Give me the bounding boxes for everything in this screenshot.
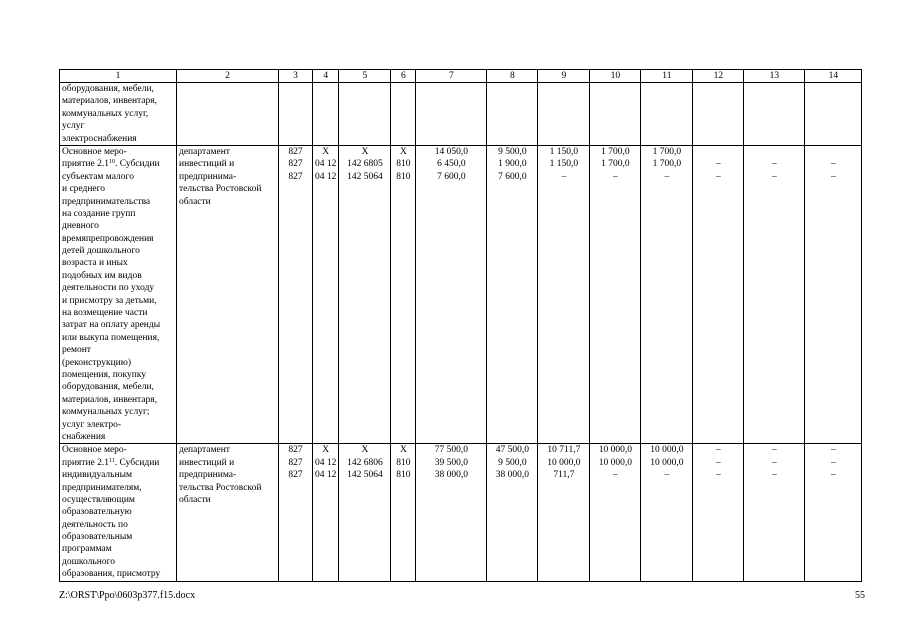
- value: –: [561, 171, 567, 182]
- header-cell: 7: [416, 70, 487, 83]
- header-cell: 3: [279, 70, 313, 83]
- text-line: образовательную: [62, 507, 132, 518]
- value: 810: [396, 171, 411, 182]
- year-cell: [538, 145, 590, 443]
- header-cell: 9: [538, 70, 590, 83]
- value: 7 600,0: [498, 171, 527, 182]
- value: 38 000,0: [495, 470, 529, 481]
- text-line: Основное меро-: [62, 146, 127, 157]
- text-line: инвестиций и: [179, 159, 235, 170]
- value: –: [772, 171, 777, 182]
- empty-cell: [279, 83, 313, 146]
- value: Х: [361, 445, 369, 456]
- value: Х: [361, 146, 369, 157]
- value: 827: [288, 445, 303, 456]
- header-cell: 2: [177, 70, 279, 83]
- empty-cell: [487, 83, 538, 146]
- value: 77 500,0: [434, 445, 468, 456]
- empty-cell: [744, 83, 805, 146]
- footnote-ref: 10: [109, 159, 115, 166]
- text-line: на создание групп: [62, 208, 136, 219]
- header-cell: 14: [805, 70, 862, 83]
- text-line: оборудования, мебели,: [62, 84, 154, 94]
- page-number: 55: [855, 590, 865, 601]
- total-cell: [416, 145, 487, 443]
- value: 1 150,0: [549, 159, 579, 170]
- empty-cell: [693, 83, 744, 146]
- header-cell: 12: [693, 70, 744, 83]
- text-line: тельства Ростовской: [179, 482, 262, 493]
- text-line: (реконструкцию): [62, 357, 132, 368]
- header-cell: 1: [60, 70, 177, 83]
- value: 827: [288, 171, 303, 182]
- text-line: [62, 457, 174, 469]
- value: 827: [288, 470, 303, 481]
- text-line: на возмещение части: [62, 308, 148, 319]
- text-line: предпринимателям,: [62, 482, 142, 493]
- text-line: тельства Ростовской: [179, 184, 262, 195]
- text-line: образования, присмотру: [62, 569, 161, 580]
- value: 04 12: [315, 470, 337, 481]
- value: 10 711,7: [547, 445, 581, 456]
- year-cell: [538, 444, 590, 581]
- value: –: [716, 457, 721, 468]
- grbs-cell: [279, 444, 313, 581]
- empty-cell: [805, 83, 862, 146]
- measure-name-cell: [60, 145, 177, 443]
- text-line: помещения, покупку: [62, 369, 147, 380]
- text-line: предпринимательства: [62, 196, 151, 207]
- text-line: электроснабжения: [62, 133, 137, 144]
- value: 10 000,0: [547, 457, 581, 468]
- text-line: оборудования, мебели,: [62, 382, 154, 393]
- text-fragment: приятие 2.1: [62, 159, 109, 170]
- year-cell: [693, 145, 744, 443]
- header-cell: 11: [641, 70, 693, 83]
- value: [695, 146, 741, 158]
- empty-cell: [416, 83, 487, 146]
- value: 04 12: [315, 159, 337, 170]
- value: 142 6806: [347, 457, 383, 468]
- measure-name-cell: [60, 83, 177, 146]
- year-cell: [641, 444, 693, 581]
- value: Х: [322, 146, 330, 157]
- measure-name-cell: [60, 444, 177, 581]
- file-path: Z:\ORST\Ppo\0603p377.f15.docx: [59, 590, 196, 601]
- footnote-ref: 11: [109, 457, 115, 464]
- value: –: [831, 159, 836, 170]
- text-line: услуг: [62, 121, 85, 132]
- text-line: департамент: [179, 146, 230, 157]
- value: 04 12: [315, 171, 337, 182]
- text-line: инвестиций и: [179, 457, 235, 468]
- text-line: коммунальных услуг;: [62, 407, 150, 418]
- value: –: [716, 470, 721, 481]
- header-row: [60, 70, 862, 83]
- vr-cell: [391, 444, 416, 581]
- vr-cell: [391, 145, 416, 443]
- text-line: возраста и иных: [62, 258, 128, 269]
- text-line: и присмотру за детьми,: [62, 295, 157, 306]
- text-line: снабжения: [62, 431, 106, 442]
- value: 7 600,0: [437, 171, 466, 182]
- table-row: [60, 444, 862, 581]
- table-row: [60, 83, 862, 146]
- value: –: [831, 445, 836, 456]
- budget-table: [59, 69, 862, 582]
- text-line: департамент: [179, 445, 230, 456]
- value: 810: [396, 470, 411, 481]
- executor-cell: [177, 444, 279, 581]
- year-cell: [590, 444, 641, 581]
- value: –: [613, 470, 618, 481]
- empty-cell: [590, 83, 641, 146]
- text-line: Основное меро-: [62, 445, 127, 456]
- value: –: [772, 470, 777, 481]
- value: 38 000,0: [434, 470, 468, 481]
- value: 810: [396, 159, 411, 170]
- value: –: [716, 445, 721, 456]
- text-line: индивидуальным: [62, 470, 132, 481]
- text-line: коммунальных услуг,: [62, 108, 149, 119]
- header-cell: 13: [744, 70, 805, 83]
- value: 1 700,0: [652, 146, 682, 157]
- csr-cell: [339, 444, 391, 581]
- text-line: предпринима-: [179, 470, 237, 481]
- value: 827: [288, 146, 303, 157]
- header-cell: 10: [590, 70, 641, 83]
- value: 9 500,0: [498, 457, 527, 468]
- text-line: услуг электро-: [62, 419, 122, 430]
- executor-cell: [177, 145, 279, 443]
- text-line: материалов, инвентаря,: [62, 96, 158, 107]
- value: –: [831, 470, 836, 481]
- value: 14 050,0: [434, 146, 468, 157]
- total-cell: [416, 444, 487, 581]
- header-cell: 5: [339, 70, 391, 83]
- value: 1 700,0: [601, 146, 630, 157]
- text-line: материалов, инвентаря,: [62, 394, 158, 405]
- value: –: [664, 470, 670, 481]
- header-cell: 8: [487, 70, 538, 83]
- value: 9 500,0: [498, 146, 527, 157]
- value: 142 5064: [347, 171, 383, 182]
- value: –: [772, 159, 777, 170]
- grbs-cell: [279, 145, 313, 443]
- year-cell: [487, 444, 538, 581]
- year-cell: [693, 444, 744, 581]
- text-line: области: [179, 494, 211, 505]
- empty-cell: [538, 83, 590, 146]
- value: –: [664, 171, 670, 182]
- text-line: [62, 158, 174, 170]
- value: –: [716, 159, 721, 170]
- text-line: детей дошкольного: [62, 246, 140, 257]
- value: Х: [322, 445, 330, 456]
- value: 39 500,0: [434, 457, 468, 468]
- value: 6 450,0: [437, 159, 466, 170]
- year-cell: [744, 145, 805, 443]
- text-line: предпринима-: [179, 171, 237, 182]
- header-cell: 4: [313, 70, 339, 83]
- value: 1 700,0: [601, 159, 630, 170]
- year-cell: [805, 145, 862, 443]
- value: 10 000,0: [598, 457, 632, 468]
- value: 142 6805: [347, 159, 383, 170]
- value: Х: [399, 146, 407, 157]
- text-line: дошкольного: [62, 556, 115, 567]
- year-cell: [487, 145, 538, 443]
- value: 10 000,0: [650, 457, 684, 468]
- year-cell: [744, 444, 805, 581]
- year-cell: [590, 145, 641, 443]
- empty-cell: [641, 83, 693, 146]
- empty-cell: [339, 83, 391, 146]
- text-fragment: приятие 2.1: [62, 457, 109, 468]
- rzpr-cell: [313, 145, 339, 443]
- text-line: программам: [62, 544, 112, 555]
- rzpr-cell: [313, 444, 339, 581]
- text-line: ремонт: [62, 345, 91, 356]
- value: 10 000,0: [598, 445, 632, 456]
- text-line: образовательным: [62, 532, 133, 543]
- text-fragment: . Субсидии: [115, 159, 160, 170]
- value: –: [772, 445, 777, 456]
- value: –: [772, 457, 777, 468]
- table-row: [60, 145, 862, 443]
- value: [746, 146, 802, 158]
- csr-cell: [339, 145, 391, 443]
- header-cell: 6: [391, 70, 416, 83]
- value: 827: [288, 457, 303, 468]
- value: 810: [396, 457, 411, 468]
- value: –: [613, 171, 618, 182]
- text-line: осуществляющим: [62, 494, 135, 505]
- value: –: [831, 457, 836, 468]
- empty-cell: [313, 83, 339, 146]
- text-line: области: [179, 196, 211, 207]
- value: –: [716, 171, 721, 182]
- text-fragment: . Субсидии: [114, 457, 160, 468]
- value: [807, 146, 859, 158]
- year-cell: [641, 145, 693, 443]
- text-line: дневного: [62, 221, 99, 232]
- value: 711,7: [553, 470, 575, 481]
- value: Х: [399, 445, 407, 456]
- value: 1 700,0: [652, 159, 682, 170]
- text-line: затрат на оплату аренды: [62, 320, 161, 331]
- text-line: или выкупа помещения,: [62, 332, 160, 343]
- value: 47 500,0: [495, 445, 529, 456]
- text-line: деятельности по уходу: [62, 283, 155, 294]
- value: 1 150,0: [549, 146, 579, 157]
- empty-cell: [177, 83, 279, 146]
- text-line: деятельность по: [62, 519, 128, 530]
- value: 1 900,0: [498, 159, 527, 170]
- text-line: времяпрепровождения: [62, 233, 154, 244]
- empty-cell: [391, 83, 416, 146]
- value: 10 000,0: [650, 445, 684, 456]
- value: –: [831, 171, 836, 182]
- year-cell: [805, 444, 862, 581]
- text-line: подобных им видов: [62, 270, 142, 281]
- value: 04 12: [315, 457, 337, 468]
- text-line: субъектам малого: [62, 171, 134, 182]
- text-line: и среднего: [62, 184, 106, 195]
- value: 827: [288, 159, 303, 170]
- value: 142 5064: [347, 470, 383, 481]
